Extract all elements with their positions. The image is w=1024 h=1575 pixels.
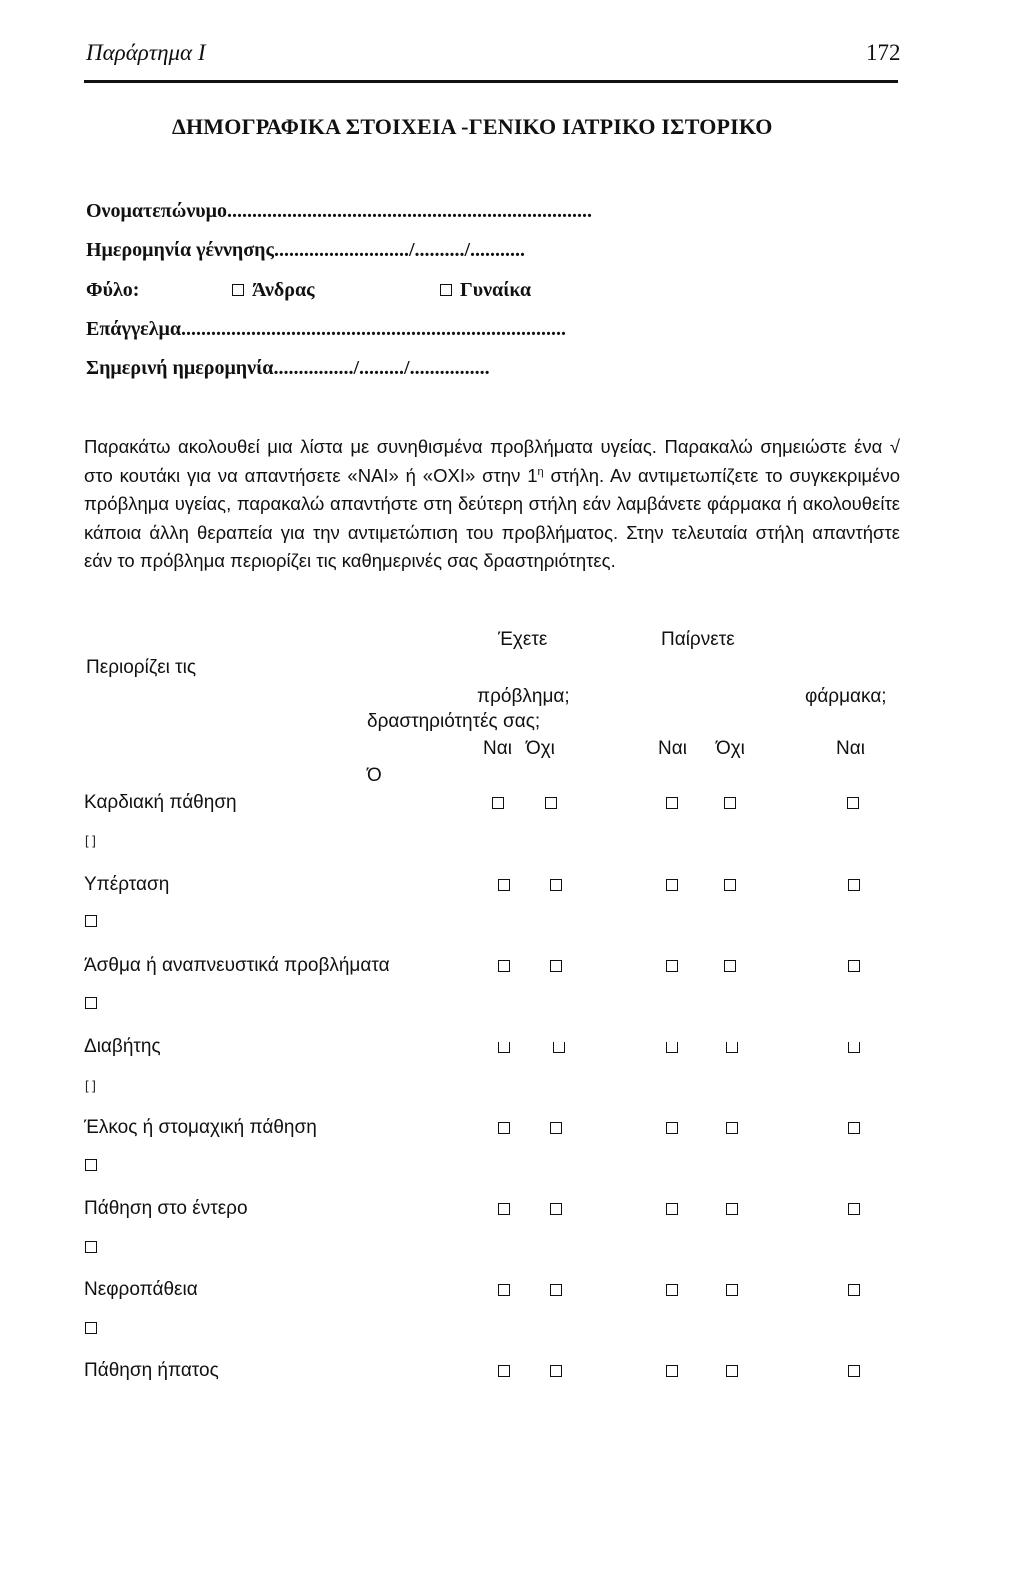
yes-header-2: Ναι xyxy=(658,738,687,759)
checkbox-icon[interactable] xyxy=(666,1284,678,1296)
col-have-problem-bottom: πρόβλημα; xyxy=(477,686,570,707)
checkbox-icon[interactable] xyxy=(550,1284,562,1296)
running-header-section: Παράρτημα Ι xyxy=(86,40,206,65)
checkbox-icon[interactable] xyxy=(550,879,562,891)
checkbox-icon[interactable] xyxy=(550,1122,562,1134)
col-limits-top: Περιορίζει τις xyxy=(86,657,197,678)
row-label-hypertension: Υπέρταση xyxy=(84,874,170,895)
checkbox-icon[interactable] xyxy=(724,879,736,891)
yes-header-3: Ναι xyxy=(836,738,865,759)
checkbox-icon[interactable] xyxy=(848,1203,860,1215)
stray-box-mark xyxy=(85,1322,97,1334)
sex-male-option[interactable] xyxy=(232,279,315,302)
row-label-diabetes: Διαβήτης xyxy=(84,1036,161,1057)
stray-box-mark xyxy=(85,1159,97,1171)
checkbox-icon[interactable] xyxy=(848,960,860,972)
checkbox-icon[interactable] xyxy=(553,1042,565,1053)
stray-box-mark xyxy=(85,1241,97,1253)
checkbox-icon[interactable] xyxy=(498,1203,510,1215)
checkbox-icon[interactable] xyxy=(498,1042,510,1053)
checkbox-icon[interactable] xyxy=(545,797,557,809)
checkbox-icon[interactable] xyxy=(726,1042,738,1053)
checkbox-icon[interactable] xyxy=(848,1284,860,1296)
sex-field-label: Φύλο: xyxy=(86,279,140,301)
checkbox-icon[interactable] xyxy=(666,1365,678,1377)
sex-female-option[interactable] xyxy=(440,279,531,302)
no-header-2: Όχι xyxy=(716,738,745,759)
page-number: 172 xyxy=(866,40,901,65)
col-limits-bottom: δραστηριότητές σας; xyxy=(367,711,541,732)
checkbox-icon[interactable] xyxy=(498,1122,510,1134)
row-label-asthma: Άσθμα ή αναπνευστικά προβλήματα xyxy=(84,955,390,976)
stray-box-mark: [ ] xyxy=(85,833,96,848)
checkbox-icon[interactable] xyxy=(724,797,736,809)
checkbox-icon[interactable] xyxy=(726,1122,738,1134)
checkbox-icon[interactable] xyxy=(726,1203,738,1215)
instructions-sup: η xyxy=(537,465,544,478)
checkbox-icon[interactable] xyxy=(666,797,678,809)
stray-mark: Ό xyxy=(367,765,382,786)
profession-field[interactable]: Επάγγελμα............................................................................. xyxy=(86,318,567,340)
header-rule xyxy=(84,80,898,83)
today-date-field[interactable]: Σημερινή ημερομηνία................/........./................ xyxy=(86,357,490,379)
col-take-meds-top: Παίρνετε xyxy=(661,629,735,650)
checkbox-icon[interactable] xyxy=(550,960,562,972)
col-take-meds-bottom: φάρμακα; xyxy=(805,686,887,707)
checkbox-icon[interactable] xyxy=(848,879,860,891)
instructions-part1: Παρακάτω ακολουθεί μια λίστα με συνηθισμένα προβλήματα υγείας. Παρακαλώ σημειώστε ένα √ στο κουτάκι για να απαντήσετε «ΝΑΙ» ή «ΟΧΙ» στην 1 xyxy=(84,436,900,486)
checkbox-icon[interactable] xyxy=(666,960,678,972)
birth-date-field[interactable]: Ημερομηνία γέννησης.........................../........../........... xyxy=(86,239,526,261)
checkbox-icon[interactable] xyxy=(550,1203,562,1215)
instructions-paragraph xyxy=(84,433,900,576)
checkbox-icon[interactable] xyxy=(498,1365,510,1377)
checkbox-icon[interactable] xyxy=(847,797,859,809)
checkbox-icon[interactable] xyxy=(848,1122,860,1134)
yes-header-1: Ναι xyxy=(483,738,512,759)
checkbox-icon[interactable] xyxy=(492,797,504,809)
stray-box-mark xyxy=(85,915,97,927)
checkbox-icon[interactable] xyxy=(498,1284,510,1296)
stray-box-mark xyxy=(85,997,97,1009)
row-label-kidney: Νεφροπάθεια xyxy=(84,1279,198,1300)
sex-female-label: Γυναίκα xyxy=(460,279,532,301)
checkbox-icon[interactable] xyxy=(498,960,510,972)
checkbox-icon[interactable] xyxy=(550,1365,562,1377)
row-label-ulcer: Έλκος ή στομαχική πάθηση xyxy=(84,1117,317,1138)
checkbox-icon[interactable] xyxy=(724,960,736,972)
no-header-1: Όχι xyxy=(526,738,555,759)
checkbox-icon[interactable] xyxy=(848,1365,860,1377)
row-label-heart: Καρδιακή πάθηση xyxy=(84,792,237,813)
sex-male-label: Άνδρας xyxy=(252,279,315,301)
checkbox-icon[interactable] xyxy=(848,1042,860,1053)
instructions-part2: στήλη. Αν αντιμετωπίζετε το συγκεκριμένο πρόβλημα υγείας, παρακαλώ απαντήστε στη δεύτερη στήλη εάν λαμβάνετε φάρμακα ή ακολουθείτε κάποια άλλη θεραπεία για την αντιμετώπιση του προβλήματος. Στην τελευταία στήλη απαντήστε εάν το πρόβλημα περιορίζει τις καθημερινές σας δραστηριότητες. xyxy=(84,464,900,572)
checkbox-icon[interactable] xyxy=(498,879,510,891)
row-label-liver: Πάθηση ήπατος xyxy=(84,1360,219,1381)
checkbox-icon[interactable] xyxy=(666,1122,678,1134)
checkbox-icon[interactable] xyxy=(440,284,452,296)
col-have-problem-top: Έχετε xyxy=(498,629,548,650)
checkbox-icon[interactable] xyxy=(726,1365,738,1377)
checkbox-icon[interactable] xyxy=(232,284,244,296)
checkbox-icon[interactable] xyxy=(726,1284,738,1296)
stray-box-mark: [ ] xyxy=(85,1078,96,1093)
page-title: ΔΗΜΟΓΡΑΦΙΚΑ ΣΤΟΙΧΕΙΑ -ΓΕΝΙΚΟ ΙΑΤΡΙΚΟ ΙΣΤΟΡΙΚΟ xyxy=(172,114,773,139)
checkbox-icon[interactable] xyxy=(666,879,678,891)
checkbox-icon[interactable] xyxy=(666,1042,678,1053)
row-label-bowel: Πάθηση στο έντερο xyxy=(84,1198,248,1219)
checkbox-icon[interactable] xyxy=(666,1203,678,1215)
name-field[interactable]: Ονοματεπώνυμο......................................................................... xyxy=(86,200,592,222)
